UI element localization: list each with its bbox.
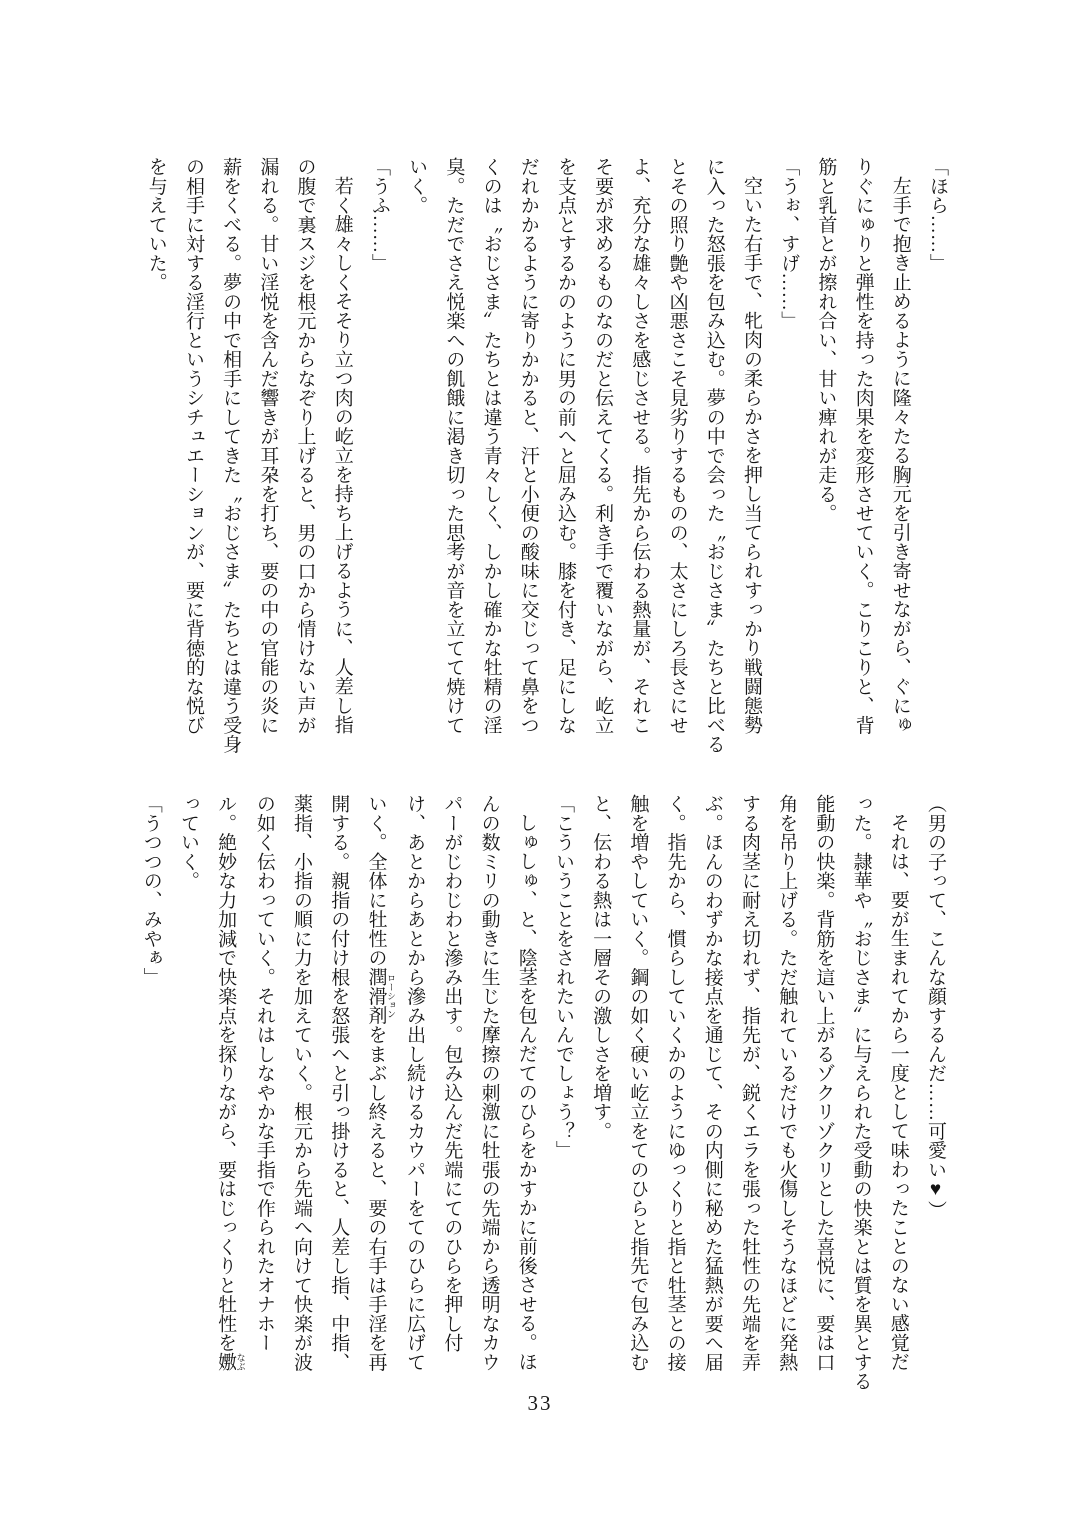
vertical-text-block-bottom bbox=[133, 794, 954, 1391]
text-column: 「ほら……」 bbox=[927, 157, 948, 273]
text-column: 筋と乳首とが擦れ合い、甘い痺れが走る。 bbox=[815, 157, 837, 523]
text-column: 能動の快楽。背筋を這い上がるゾクリゾクリとした喜悦に、要は口 bbox=[813, 794, 835, 1372]
text-column: そ要が求めるものなのだと伝えてくる。利き手で覆いながら、屹立 bbox=[592, 157, 614, 735]
text-column: それは、要が生まれてから一度として味わったことのない感覚だ bbox=[887, 813, 909, 1372]
text-column: を与えていた。 bbox=[145, 157, 167, 292]
text-column: と、伝わる熱は一層その激しさを増す。 bbox=[590, 794, 612, 1141]
ruby-text: ローション bbox=[385, 967, 396, 1025]
text-column: の腹で裏スジを根元からなぞり上げると、男の口から情けない声が bbox=[294, 157, 316, 735]
text-column: け、あとからあとから滲み出し続けるカウパーをてのひらに広げて bbox=[404, 794, 426, 1372]
ruby-annotated-word: 嫐 なぶ bbox=[215, 1352, 246, 1372]
text-column: 左手で抱き止めるように隆々たる胸元を引き寄せながら、ぐにゅ bbox=[889, 176, 911, 735]
text-column: （男の子って、こんな顔するんだ……可愛い♥） bbox=[925, 794, 946, 1220]
text-column: いく。 bbox=[406, 157, 428, 215]
text-column: 角を吊り上げる。ただ触れているだけでも火傷しそうなほどに発熱 bbox=[776, 794, 798, 1372]
text-column: パーがじわじわと滲み出す。包み込んだ先端にてのひらを押し付 bbox=[441, 794, 463, 1353]
text-column: ぶ。ほんのわずかな接点を通じて、その内側に秘めた猛熱が要へ届 bbox=[701, 794, 723, 1372]
text-column: する肉茎に耐え切れず、指先が、鋭くエラを張った牡性の先端を弄 bbox=[738, 794, 760, 1372]
text-column: 空いた右手で、牝肉の柔らかさを押し当てられすっかり戦闘態勢 bbox=[740, 176, 762, 735]
text-column: 「うふ……」 bbox=[368, 157, 390, 273]
text-column: だれかかるように寄りかかると、汗と小便の酸味に交じって鼻をつ bbox=[517, 157, 539, 735]
ruby-text: なぶ bbox=[235, 1352, 246, 1372]
text-column: くのは〝おじさま〟たちとは違う青々しく、しかし確かな牡精の淫 bbox=[480, 157, 502, 735]
text-column: 薬指、小指の順に力を加えていく。根元から先端へ向けて快楽が波 bbox=[291, 794, 313, 1372]
text-column: に入った怒張を包み込む。夢の中で会った〝おじさま〟たちと比べる bbox=[703, 157, 725, 754]
text-column: 若く雄々しくそそり立つ肉の屹立を持ち上げるように、人差し指 bbox=[331, 176, 353, 735]
text-column: った。隷華や〝おじさま〟に与えられた受動の快楽とは質を異とする bbox=[850, 794, 872, 1391]
text-column: 開する。親指の付け根を怒張へと引っ掛けると、人差し指、中指、 bbox=[328, 794, 350, 1372]
page-number: 33 bbox=[527, 1391, 553, 1415]
ruby-annotated-word: 潤滑剤 ローション bbox=[365, 967, 396, 1025]
text-column: 臭。ただでさえ悦楽への飢餓に渇き切った思考が音を立てて焼けて bbox=[443, 157, 465, 735]
text-column: りぐにゅりと弾性を持った肉果を変形させていく。こりこりと、背 bbox=[852, 157, 874, 735]
text-column: 「こういうことをされたいんでしょう？」 bbox=[552, 794, 574, 1160]
text-column: 「うぉ、すげ……」 bbox=[778, 157, 800, 331]
text-column: とその照り艶や凶悪さこそ見劣りするものの、太さにしろ長さにせ bbox=[666, 157, 688, 735]
text-column: 触を増やしていく。鋼の如く硬い屹立をてのひらと指先で包み込む bbox=[627, 794, 649, 1372]
text-column: 漏れる。甘い淫悦を含んだ響きが耳朶を打ち、要の中の官能の炎に bbox=[257, 157, 279, 735]
text-column: の如く伝わっていく。それはしなやかな手指で作られたオナホー bbox=[253, 794, 275, 1353]
text-column: を支点とするかのように男の前へと屈み込む。膝を付き、足にしな bbox=[554, 157, 576, 735]
text-column: しゅしゅ、と、陰茎を包んだてのひらをかすかに前後させる。ほ bbox=[515, 813, 537, 1372]
text-column: の相手に対する淫行というシチュエーションが、要に背徳的な悦び bbox=[182, 157, 204, 735]
text-column: 「うつつの、みやぁ」 bbox=[140, 794, 162, 987]
text-column: く。指先から、慣らしていくかのようにゆっくりと指と牡茎との接 bbox=[664, 794, 686, 1372]
text-column: ル。絶妙な力加減で快楽点を探りながら、要はじっくりと牡性を嫐 なぶ bbox=[215, 794, 246, 1372]
text-column: んの数ミリの動きに生じた摩擦の刺激に牡張の先端から透明なカウ bbox=[478, 794, 500, 1372]
vertical-text-block-top bbox=[138, 157, 956, 754]
text-column: 薪をくべる。夢の中で相手にしてきた〝おじさま〟たちとは違う受身 bbox=[220, 157, 242, 754]
text-column: いく。全体に牡性の潤滑剤 ローションをまぶし終えると、要の右手は手淫を再 bbox=[365, 794, 396, 1372]
text-column: っていく。 bbox=[177, 794, 199, 891]
text-column: よ、充分な雄々しさを感じさせる。指先から伝わる熱量が、それこ bbox=[629, 157, 651, 735]
